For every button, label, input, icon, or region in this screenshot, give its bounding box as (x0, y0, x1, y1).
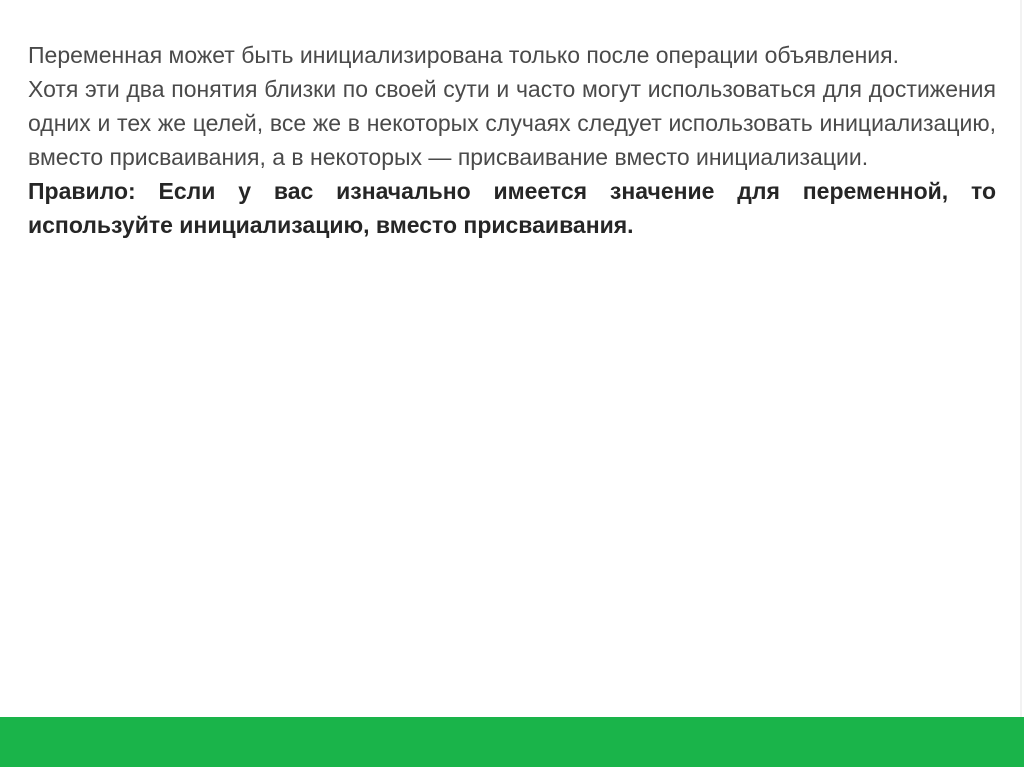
paragraph-declaration: Переменная может быть инициализирована только после операции объявления. (28, 42, 899, 68)
rule-paragraph: Правило: Если у вас изначально имеется значение для переменной, то используйте инициализацию, вместо присваивания. (28, 178, 996, 238)
slide-body (28, 38, 996, 242)
footer-green-bar (0, 717, 1024, 767)
paragraph-init-vs-assign: Хотя эти два понятия близки по своей сути и часто могут использоваться для достижения одних и тех же целей, все же в некоторых случаях следует использовать инициализацию, вместо присваивания, а в некоторых — присваивание вместо инициализации. (28, 76, 996, 170)
